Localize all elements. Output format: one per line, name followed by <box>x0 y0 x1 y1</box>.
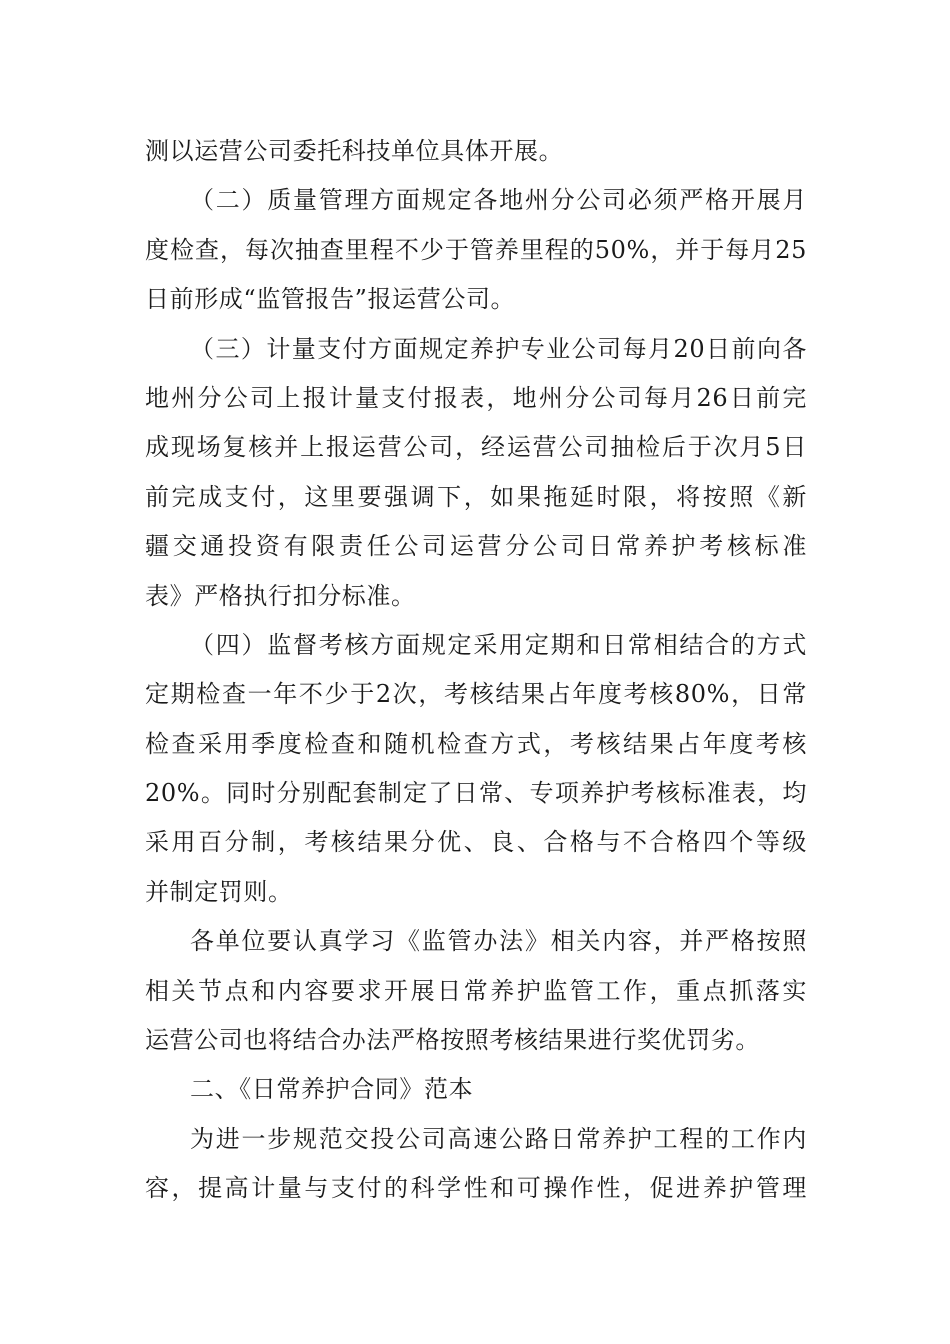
document-body <box>145 127 807 1214</box>
text-line: 运营公司也将结合办法严格按照考核结果进行奖优罚劣。 <box>145 1026 760 1055</box>
text-line: 相关节点和内容要求开展日常养护监管工作，重点抓落实 <box>145 976 807 1005</box>
text-line: 并制定罚则。 <box>145 877 293 906</box>
text-line: 检查采用季度检查和随机检查方式，考核结果占年度考核 <box>145 729 807 758</box>
text-line: 成现场复核并上报运营公司，经运营公司抽检后于次月5日 <box>145 433 807 462</box>
text-line: 定期检查一年不少于2次，考核结果占年度考核80%，日常 <box>145 680 807 709</box>
text-line: 采用百分制，考核结果分优、良、合格与不合格四个等级 <box>145 828 807 857</box>
text-line: 20%。同时分别配套制定了日常、专项养护考核标准表，均 <box>145 779 807 808</box>
text-line: 测以运营公司委托科技单位具体开展。 <box>145 137 564 165</box>
paragraph-first-line: （二）质量管理方面规定各地州分公司必须严格开展月 <box>190 186 807 215</box>
text-line: 地州分公司上报计量支付报表，地州分公司每月26日前完 <box>145 383 807 412</box>
paragraph-first-line: 各单位要认真学习《监管办法》相关内容，并严格按照 <box>190 927 807 956</box>
paragraph-first-line: 为进一步规范交投公司高速公路日常养护工程的工作内 <box>190 1124 807 1153</box>
paragraph-first-line: （四）监督考核方面规定采用定期和日常相结合的方式 <box>190 630 807 659</box>
paragraph-first-line: （三）计量支付方面规定养护专业公司每月20日前向各 <box>190 334 807 363</box>
text-line: 度检查，每次抽查里程不少于管养里程的50%，并于每月25 <box>145 235 807 264</box>
text-line: 疆交通投资有限责任公司运营分公司日常养护考核标准 <box>145 532 807 561</box>
text-line: 日前形成“监管报告”报运营公司。 <box>145 285 516 314</box>
section-heading: 二、《日常养护合同》范本 <box>190 1075 474 1104</box>
text-line: 表》严格执行扣分标准。 <box>145 581 416 610</box>
text-line: 容，提高计量与支付的科学性和可操作性，促进养护管理 <box>145 1174 807 1203</box>
text-line: 前完成支付，这里要强调下，如果拖延时限，将按照《新 <box>145 482 807 511</box>
